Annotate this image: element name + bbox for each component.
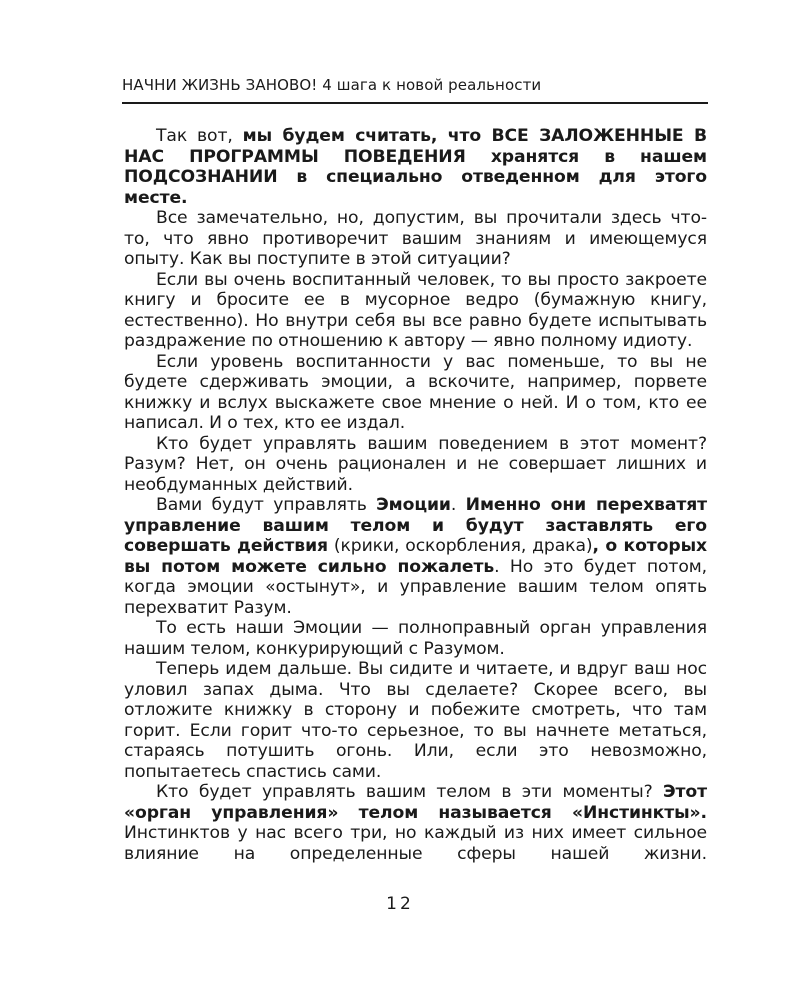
- paragraph: Теперь идем дальше. Вы сидите и читаете, и вдруг ваш нос уловил запах дыма. Что вы сделаете? Скорее всего, вы отложите книжку в сторону и побежите смотреть, что там горит. Если горит что-то серьезное, то вы начнете метаться, стараясь потушить огонь. Или, если это невозможно, попытаетесь спастись сами.: [124, 659, 707, 782]
- bold-text: Этот «орган управления» телом называется «Инстинкты».: [124, 782, 707, 823]
- paragraph: То есть наши Эмоции — полноправный орган управления нашим телом, конкурирующий с Разумом.: [124, 618, 707, 659]
- paragraph: Вами будут управлять Эмоции. Именно они перехватят управление вашим телом и будут заставлять его совершать действия (крики, оскорбления, драка), о которых вы потом можете сильно пожалеть. Но это будет потом, когда эмоции «остынут», и управление вашим телом опять перехватит Разум.: [124, 495, 707, 618]
- paragraph: Если уровень воспитанности у вас поменьше, то вы не будете сдерживать эмоции, а вскочите, например, порвете книжку и вслух выскажете свое мнение о ней. И о том, кто ее написал. И о тех, кто ее издал.: [124, 351, 707, 433]
- bold-text: , о которых вы потом можете сильно пожалеть: [124, 536, 707, 577]
- bold-text: мы будем считать, что ВСЕ ЗАЛОЖЕННЫЕ В НАС ПРОГРАММЫ ПОВЕДЕНИЯ хранятся в нашем ПОДСОЗНАНИИ в специально отведенном для этого месте.: [124, 126, 707, 208]
- header-rule: [122, 102, 708, 104]
- page-number: 12: [386, 894, 414, 914]
- bold-text: Эмоции: [376, 495, 451, 515]
- paragraph: Если вы очень воспитанный человек, то вы просто закроете книгу и бросите ее в мусорное ведро (бумажную книгу, естественно). Но внутри себя вы все равно будете испытывать раздражение по отношению к автору — явно полному идиоту.: [124, 269, 707, 351]
- paragraph: Так вот, мы будем считать, что ВСЕ ЗАЛОЖЕННЫЕ В НАС ПРОГРАММЫ ПОВЕДЕНИЯ хранятся в нашем ПОДСОЗНАНИИ в специально отведенном для этого месте.: [124, 126, 707, 208]
- paragraph: Кто будет управлять вашим поведением в этот момент? Разум? Нет, он очень рационален и не совершает лишних и необдуманных действий.: [124, 433, 707, 495]
- paragraph: Все замечательно, но, допустим, вы прочитали здесь что-то, что явно противоречит вашим знаниям и имеющемуся опыту. Как вы поступите в этой ситуации?: [124, 208, 707, 269]
- paragraph: Кто будет управлять вашим телом в эти моменты? Этот «орган управления» телом называется «Инстинкты». Инстинктов у нас всего три, но каждый из них имеет сильное влияние на определенные сферы нашей жизни.: [124, 782, 707, 864]
- page-body: [124, 126, 707, 864]
- bold-text: Именно они перехватят управление вашим телом и будут заставлять его совершать действия: [124, 495, 707, 556]
- running-header: НАЧНИ ЖИЗНЬ ЗАНОВО! 4 шага к новой реальности: [122, 76, 542, 94]
